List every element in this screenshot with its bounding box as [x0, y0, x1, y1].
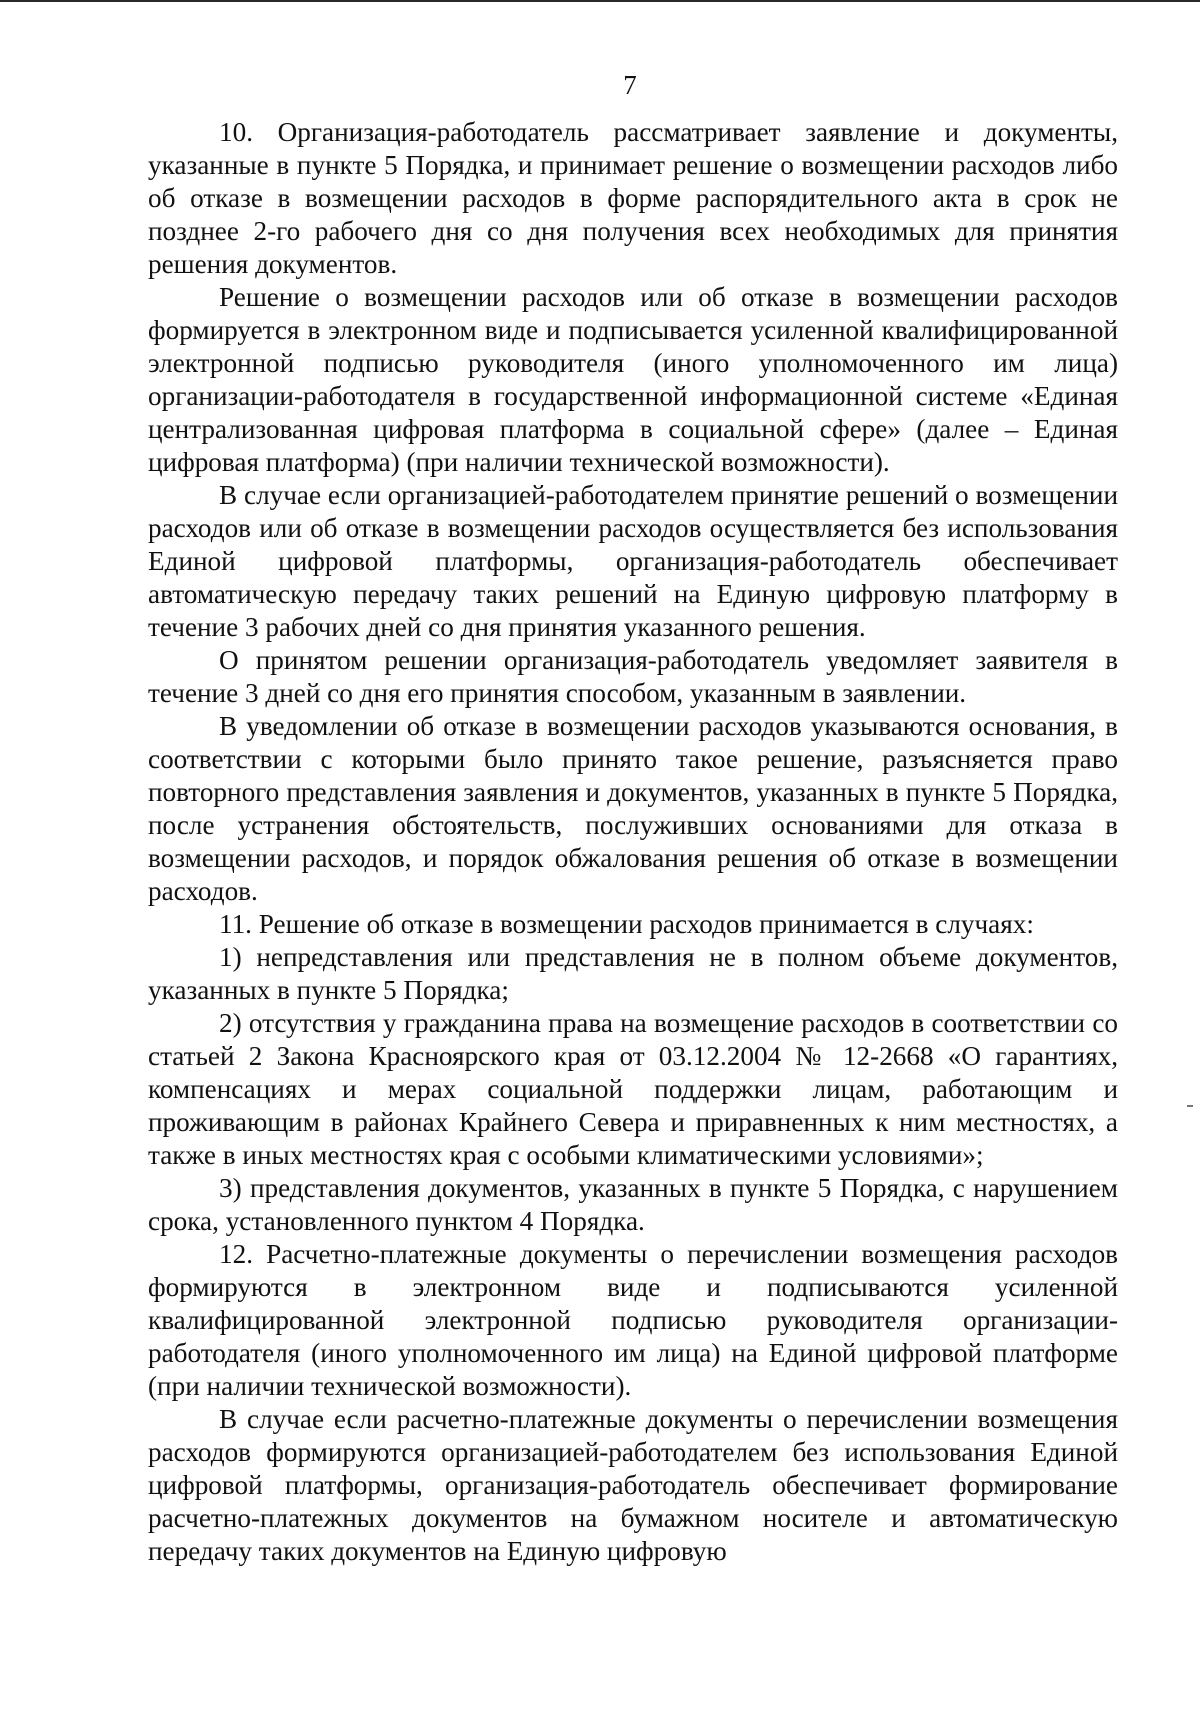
paragraph-decision-format: Решение о возмещении расходов или об отказе в возмещении расходов формируется в электронном виде и подписывается усиленной квалифицированной электронной подписью руководителя (иного уполномоченного им лица) организации-работодателя в государственной информационной системе «Единая централизованная цифровая платформа в социальной сфере» (далее – Единая цифровая платформа) (при наличии технической возможности). — [148, 282, 1118, 477]
top-border-line — [0, 0, 1200, 2]
paragraph-11-item-1: 1) непредставления или представления не в полном объеме документов, указанных в пункте 5 Порядка; — [148, 942, 1118, 1005]
paragraph-11-item-2: 2) отсутствия у гражданина права на возмещение расходов в соответствии со статьей 2 Закона Красноярского края от 03.12.2004 № 12-2668 «О гарантиях, компенсациях и мерах социальной поддержки лицам, работающим и проживающим в районах Крайнего Севера и приравненных к ним местностях, а также в иных местностях края с особыми климатическими условиями»; — [148, 1008, 1118, 1170]
page-number: 7 — [623, 70, 637, 100]
paragraph-without-platform: В случае если организацией-работодателем принятие решений о возмещении расходов или об отказе в возмещении расходов осуществляется без использования Единой цифровой платформы, организация-работодатель обеспечивает автоматическую передачу таких решений на Единую цифровую платформу в течение 3 рабочих дней со дня принятия указанного решения. — [148, 480, 1118, 642]
paragraph-payment-documents: В случае если расчетно-платежные документы о перечислении возмещения расходов формируются организацией-работодателем без использования Единой цифровой платформы, организация-работодатель обеспечивает формирование расчетно-платежных документов на бумажном носителе и автоматическую передачу таких документов на Единую цифровую — [148, 1404, 1118, 1566]
paragraph-11: 11. Решение об отказе в возмещении расходов принимается в случаях: — [219, 909, 1034, 939]
paragraph-notification: О принятом решении организация-работодатель уведомляет заявителя в течение 3 дней со дня его принятия способом, указанным в заявлении. — [148, 645, 1118, 708]
paragraph-refusal-notice: В уведомлении об отказе в возмещении расходов указываются основания, в соответствии с которыми было принято такое решение, разъясняется право повторного представления заявления и документов, указанных в пункте 5 Порядка, после устранения обстоятельств, послуживших основаниями для отказа в возмещении расходов, и порядок обжалования решения об отказе в возмещении расходов. — [148, 711, 1118, 906]
scan-mark — [1187, 1105, 1193, 1107]
paragraph-12: 12. Расчетно-платежные документы о перечислении возмещения расходов формируются в электронном виде и подписываются усиленной квалифицированной электронной подписью руководителя организации-работодателя (иного уполномоченного им лица) на Единой цифровой платформе (при наличии технической возможности). — [148, 1239, 1118, 1401]
paragraph-11-item-3: 3) представления документов, указанных в пункте 5 Порядка, с нарушением срока, установленного пунктом 4 Порядка. — [148, 1173, 1118, 1236]
document-body — [148, 116, 1118, 1568]
paragraph-10: 10. Организация-работодатель рассматривает заявление и документы, указанные в пункте 5 Порядка, и принимает решение о возмещении расходов либо об отказе в возмещении расходов в форме распорядительного акта в срок не позднее 2-го рабочего дня со дня получения всех необходимых для принятия решения документов. — [148, 117, 1118, 279]
